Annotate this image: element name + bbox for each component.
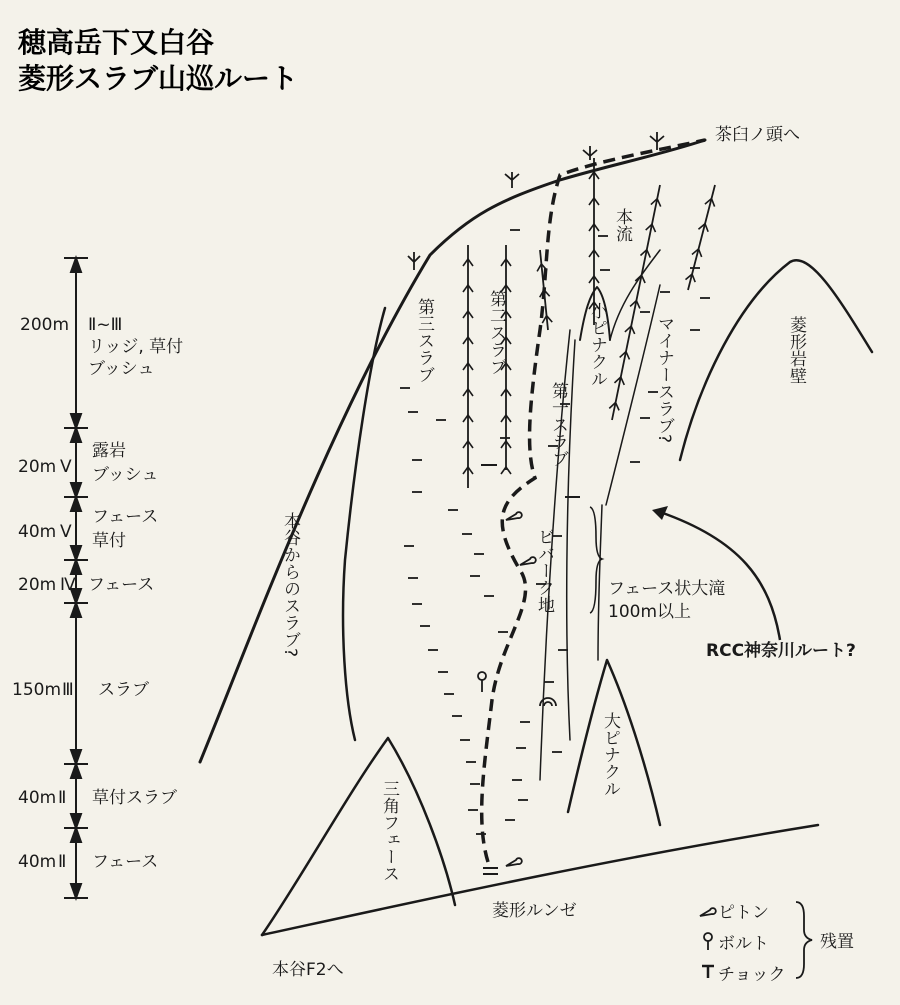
pitch-40m-ii-a xyxy=(18,788,177,808)
label-hishigata-runze: 菱形ルンゼ xyxy=(492,901,577,921)
label-sankaku-face: 三角フェース xyxy=(379,780,399,882)
legend-chock: チョック xyxy=(718,965,786,985)
hishigata-wall-outline xyxy=(680,260,872,460)
piton-icon xyxy=(506,858,522,866)
waterfall-brace xyxy=(590,507,602,613)
label-face-waterfall: フェース状大滝 xyxy=(608,579,726,599)
left-rib-line xyxy=(343,308,385,740)
pitch-grade: Ⅲ xyxy=(62,680,74,700)
pitch-grade: Ⅱ xyxy=(58,852,67,872)
label-dai-pinnacle: 大ピナクル xyxy=(600,712,620,797)
bivouac-marks xyxy=(481,465,580,874)
gear-legend xyxy=(700,902,854,985)
pitch-20m-v xyxy=(18,441,158,485)
pitch-40m-ii-b xyxy=(18,852,158,872)
label-slab2: 第二スラブ xyxy=(486,290,506,375)
legend-left-behind: 残置 xyxy=(820,932,854,952)
label-hontani-slab: 本谷からのスラブ? xyxy=(280,512,300,658)
label-minor-slab: マイナースラブ? xyxy=(654,315,674,444)
sankaku-face-outline xyxy=(262,738,455,935)
label-honryu: 本流 xyxy=(612,208,632,242)
label-summit-route: 茶臼ノ頭へ xyxy=(715,125,800,145)
pitch-desc: 露岩 xyxy=(92,441,126,461)
pitch-length: 40m xyxy=(18,788,57,808)
pitch-desc: ブッシュ xyxy=(92,465,159,485)
pitch-200m xyxy=(20,315,183,379)
gully-line xyxy=(598,505,602,660)
pitch-desc: フェース xyxy=(88,575,155,595)
pitch-length: 200m xyxy=(20,315,70,335)
pitch-desc: 草付 xyxy=(92,531,126,551)
pitch-length: 40m xyxy=(18,852,57,872)
slab-arrow-chevron xyxy=(501,467,511,474)
label-slab1: 第一スラブ xyxy=(548,382,568,467)
piton-icon xyxy=(700,908,716,916)
pitch-grade: Ⅱ xyxy=(58,788,67,808)
tree-markers xyxy=(408,132,664,270)
pitch-grade: Ⅴ xyxy=(60,522,72,542)
pitch-desc: 草付スラブ xyxy=(92,788,177,808)
legend-piton: ピトン xyxy=(718,903,769,923)
pitch-40m-v xyxy=(18,507,158,551)
pitch-length: 20m xyxy=(18,457,57,477)
pitch-length: 20m xyxy=(18,575,57,595)
label-hontani-f2: 本谷F2へ xyxy=(272,960,344,980)
title-line-1: 穂高岳下又白谷 xyxy=(18,26,215,59)
bolt-icon xyxy=(704,933,712,950)
pitch-desc: ブッシュ xyxy=(88,359,155,379)
piton-icon xyxy=(506,512,522,520)
pitch-desc: リッジ, 草付 xyxy=(88,337,184,357)
label-ko-pinnacle: 小ピナクル xyxy=(587,302,607,387)
title-line-2: 菱形スラブ山巡ルート xyxy=(18,62,299,95)
label-rcc-route: RCC神奈川ルート? xyxy=(706,641,856,661)
pitch-grade: Ⅴ xyxy=(60,457,72,477)
legend-bolt: ボルト xyxy=(718,934,769,954)
pitch-150m xyxy=(12,680,149,700)
label-hishigata-wall: 菱形岩壁 xyxy=(786,316,806,384)
gully-line xyxy=(610,250,660,340)
bolt-icon xyxy=(478,672,486,680)
pitch-grade: Ⅳ xyxy=(60,575,76,595)
pitch-desc: フェース xyxy=(92,852,159,872)
chock-icon xyxy=(702,966,714,978)
label-bivouac: ビバーク地 xyxy=(534,528,554,613)
label-face-waterfall-height: 100m以上 xyxy=(608,602,692,622)
label-slab3: 第三スラブ xyxy=(414,298,434,383)
pitch-desc: フェース xyxy=(92,507,159,527)
pitch-length: 40m xyxy=(18,522,57,542)
pitch-20m-iv xyxy=(18,575,154,595)
pitch-length: 150m xyxy=(12,680,62,700)
pitch-desc: スラブ xyxy=(98,680,149,700)
legend-brace xyxy=(796,902,812,978)
pitch-grade: Ⅱ~Ⅲ xyxy=(88,315,123,335)
